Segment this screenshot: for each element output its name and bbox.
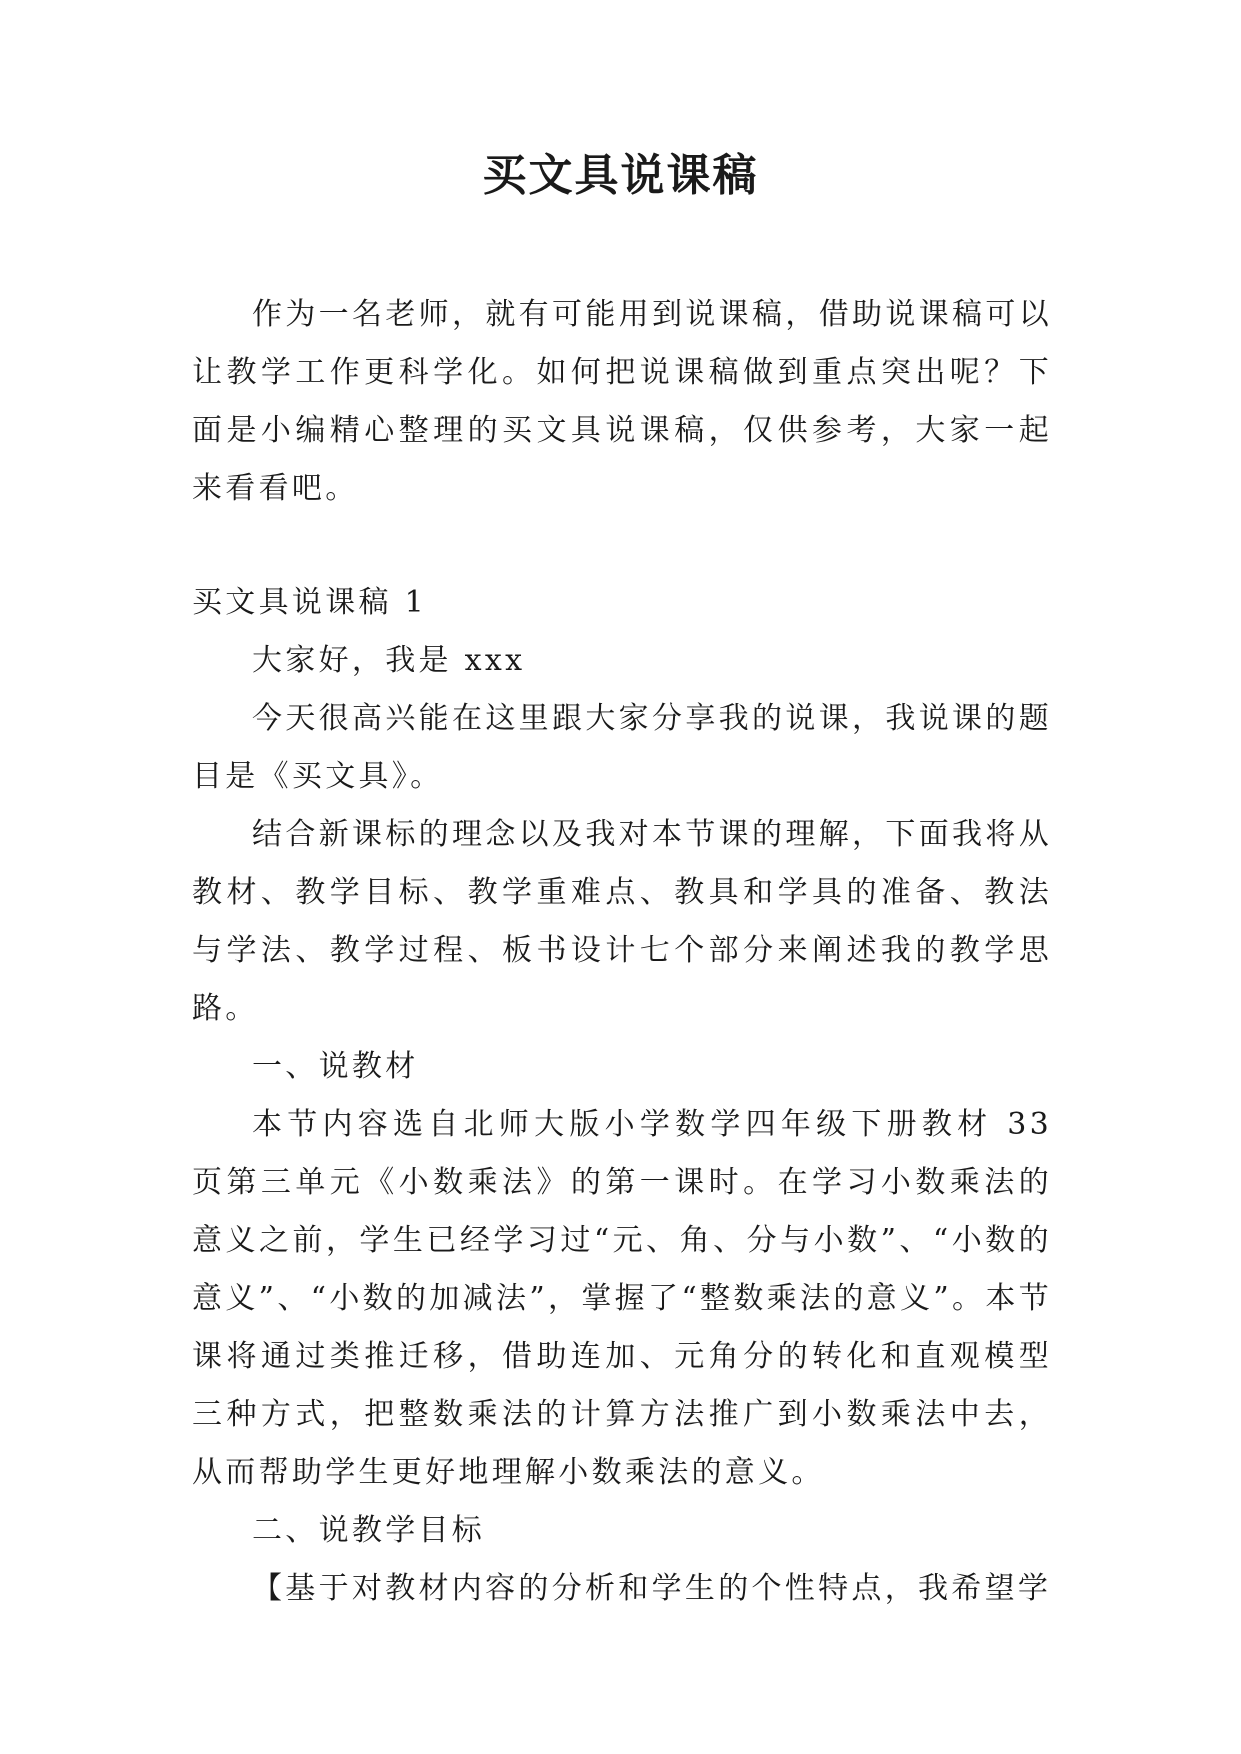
topic-paragraph: 今天很高兴能在这里跟大家分享我的说课，我说课的题目是《买文具》。 — [192, 701, 1052, 794]
intro-block — [192, 286, 1052, 518]
greeting-paragraph: 大家好，我是 xxx — [252, 643, 526, 678]
outline-paragraph: 结合新课标的理念以及我对本节课的理解，下面我将从教材、教学目标、教学重难点、教具和学具的准备、教法与学法、教学过程、板书设计七个部分来阐述我的教学思路。 — [192, 817, 1052, 1026]
textbook-paragraph: 本节内容选自北师大版小学数学四年级下册教材 33 页第三单元《小数乘法》的第一课时。在学习小数乘法的意义之前，学生已经学习过“元、角、分与小数”、“小数的意义”、“小数的加减法”，掌握了“整数乘法的意义”。本节课将通过类推迁移，借助连加、元角分的转化和直观模型三种方式，把整数乘法的计算方法推广到小数乘法中去，从而帮助学生更好地理解小数乘法的意义。 — [192, 1107, 1052, 1490]
heading-goals: 二、说教学目标 — [252, 1513, 486, 1548]
heading-textbook: 一、说教材 — [252, 1049, 419, 1084]
section-title: 买文具说课稿 1 — [192, 585, 428, 620]
intro-paragraph: 作为一名老师，就有可能用到说课稿，借助说课稿可以让教学工作更科学化。如何把说课稿做到重点突出呢？下面是小编精心整理的买文具说课稿，仅供参考，大家一起来看看吧。 — [192, 297, 1052, 506]
goals-paragraph: 【基于对教材内容的分析和学生的个性特点，我希望学 — [252, 1571, 1052, 1606]
main-content — [192, 574, 1052, 1618]
document-title: 买文具说课稿 — [482, 150, 759, 201]
